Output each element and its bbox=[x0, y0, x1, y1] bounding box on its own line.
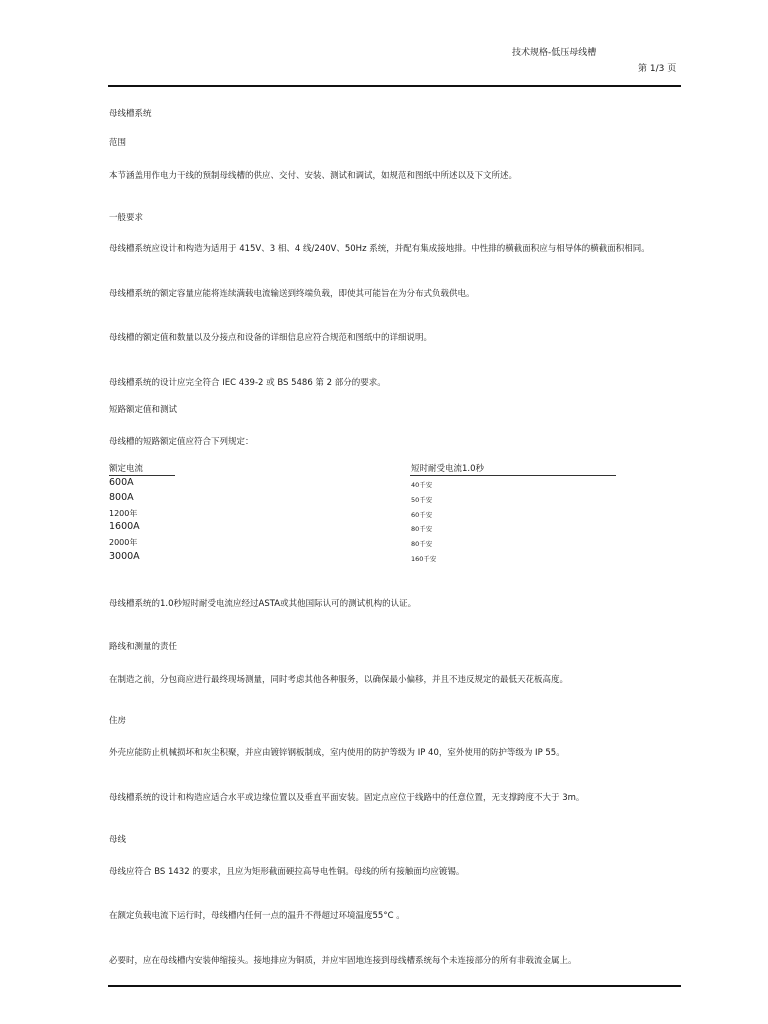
table-header-underline-rating bbox=[109, 475, 175, 476]
route-heading: 路线和测量的责任 bbox=[109, 642, 178, 652]
document-title: 技术规格-低压母线槽 bbox=[512, 48, 597, 58]
table-cell-withstand: 50千安 bbox=[411, 496, 433, 504]
general-paragraph-1: 母线槽系统应设计和构造为适用于 415V、3 相、4 线/240V、50Hz 系统，并配有集成接地排。中性排的横截面积应与相导体的横截面积相同。 bbox=[109, 244, 650, 254]
table-cell-withstand: 160千安 bbox=[411, 555, 437, 563]
housing-paragraph-2: 母线槽系统的设计和构造应适合水平或边缘位置以及垂直平面安装。固定点应位于线路中的任意位置，无支撑跨度不大于 3m。 bbox=[109, 793, 585, 803]
table-cell-withstand: 80千安 bbox=[411, 540, 433, 548]
busbar-heading: 母线 bbox=[109, 835, 127, 845]
table-cell-rating: 2000年 bbox=[109, 538, 138, 547]
short-circuit-heading: 短路额定值和测试 bbox=[109, 405, 178, 415]
housing-heading: 住房 bbox=[109, 716, 127, 726]
general-heading: 一般要求 bbox=[109, 213, 144, 223]
route-paragraph: 在制造之前，分包商应进行最终现场测量，同时考虑其他各种服务，以确保最小偏移，并且不违反规定的最低天花板高度。 bbox=[109, 675, 569, 685]
table-cell-rating: 3000A bbox=[109, 551, 140, 562]
scope-heading: 范围 bbox=[109, 138, 127, 148]
certification-paragraph: 母线槽系统的1.0秒短时耐受电流应经过ASTA或其他国际认可的测试机构的认证。 bbox=[109, 599, 417, 609]
busbar-paragraph-3: 必要时，应在母线槽内安装伸缩接头。接地排应为铜质，并应牢固地连接到母线槽系统每个未连接部分的所有非载流金属上。 bbox=[109, 956, 577, 966]
footer-rule bbox=[108, 985, 681, 987]
general-paragraph-3: 母线槽的额定值和数量以及分接点和设备的详细信息应符合规范和图纸中的详细说明。 bbox=[109, 333, 433, 343]
general-paragraph-4: 母线槽系统的设计应完全符合 IEC 439-2 或 BS 5486 第 2 部分的要求。 bbox=[109, 378, 386, 388]
table-cell-withstand: 40千安 bbox=[411, 481, 433, 489]
busbar-paragraph-1: 母线应符合 BS 1432 的要求，且应为矩形截面硬拉高导电性铜。母线的所有接触面均应镀锡。 bbox=[109, 867, 465, 877]
table-cell-withstand: 80千安 bbox=[411, 525, 433, 533]
header-rule bbox=[108, 85, 681, 87]
housing-paragraph-1: 外壳应能防止机械损坏和灰尘积聚，并应由镀锌钢板制成，室内使用的防护等级为 IP 40，室外使用的防护等级为 IP 55。 bbox=[109, 748, 565, 758]
page-number: 第 1/3 页 bbox=[638, 64, 677, 74]
table-header-withstand: 短时耐受电流1.0秒 bbox=[411, 464, 485, 474]
general-paragraph-2: 母线槽系统的额定容量应能将连续满载电流输送到终端负载，即使其可能旨在为分布式负载供电。 bbox=[109, 289, 475, 299]
table-header-rating: 额定电流 bbox=[109, 464, 144, 474]
table-cell-withstand: 60千安 bbox=[411, 511, 433, 519]
section-title: 母线槽系统 bbox=[109, 109, 152, 119]
busbar-paragraph-2: 在额定负载电流下运行时，母线槽内任何一点的温升不得超过环境温度55°C 。 bbox=[109, 911, 405, 921]
table-header-underline-withstand bbox=[410, 475, 616, 476]
table-cell-rating: 1200年 bbox=[109, 509, 138, 518]
table-cell-rating: 600A bbox=[109, 477, 134, 488]
table-cell-rating: 800A bbox=[109, 492, 134, 503]
table-cell-rating: 1600A bbox=[109, 521, 140, 532]
scope-paragraph: 本节涵盖用作电力干线的预制母线槽的供应、交付、安装、测试和调试，如规范和图纸中所述以及下文所述。 bbox=[109, 171, 518, 181]
short-circuit-intro: 母线槽的短路额定值应符合下列规定： bbox=[109, 437, 254, 447]
